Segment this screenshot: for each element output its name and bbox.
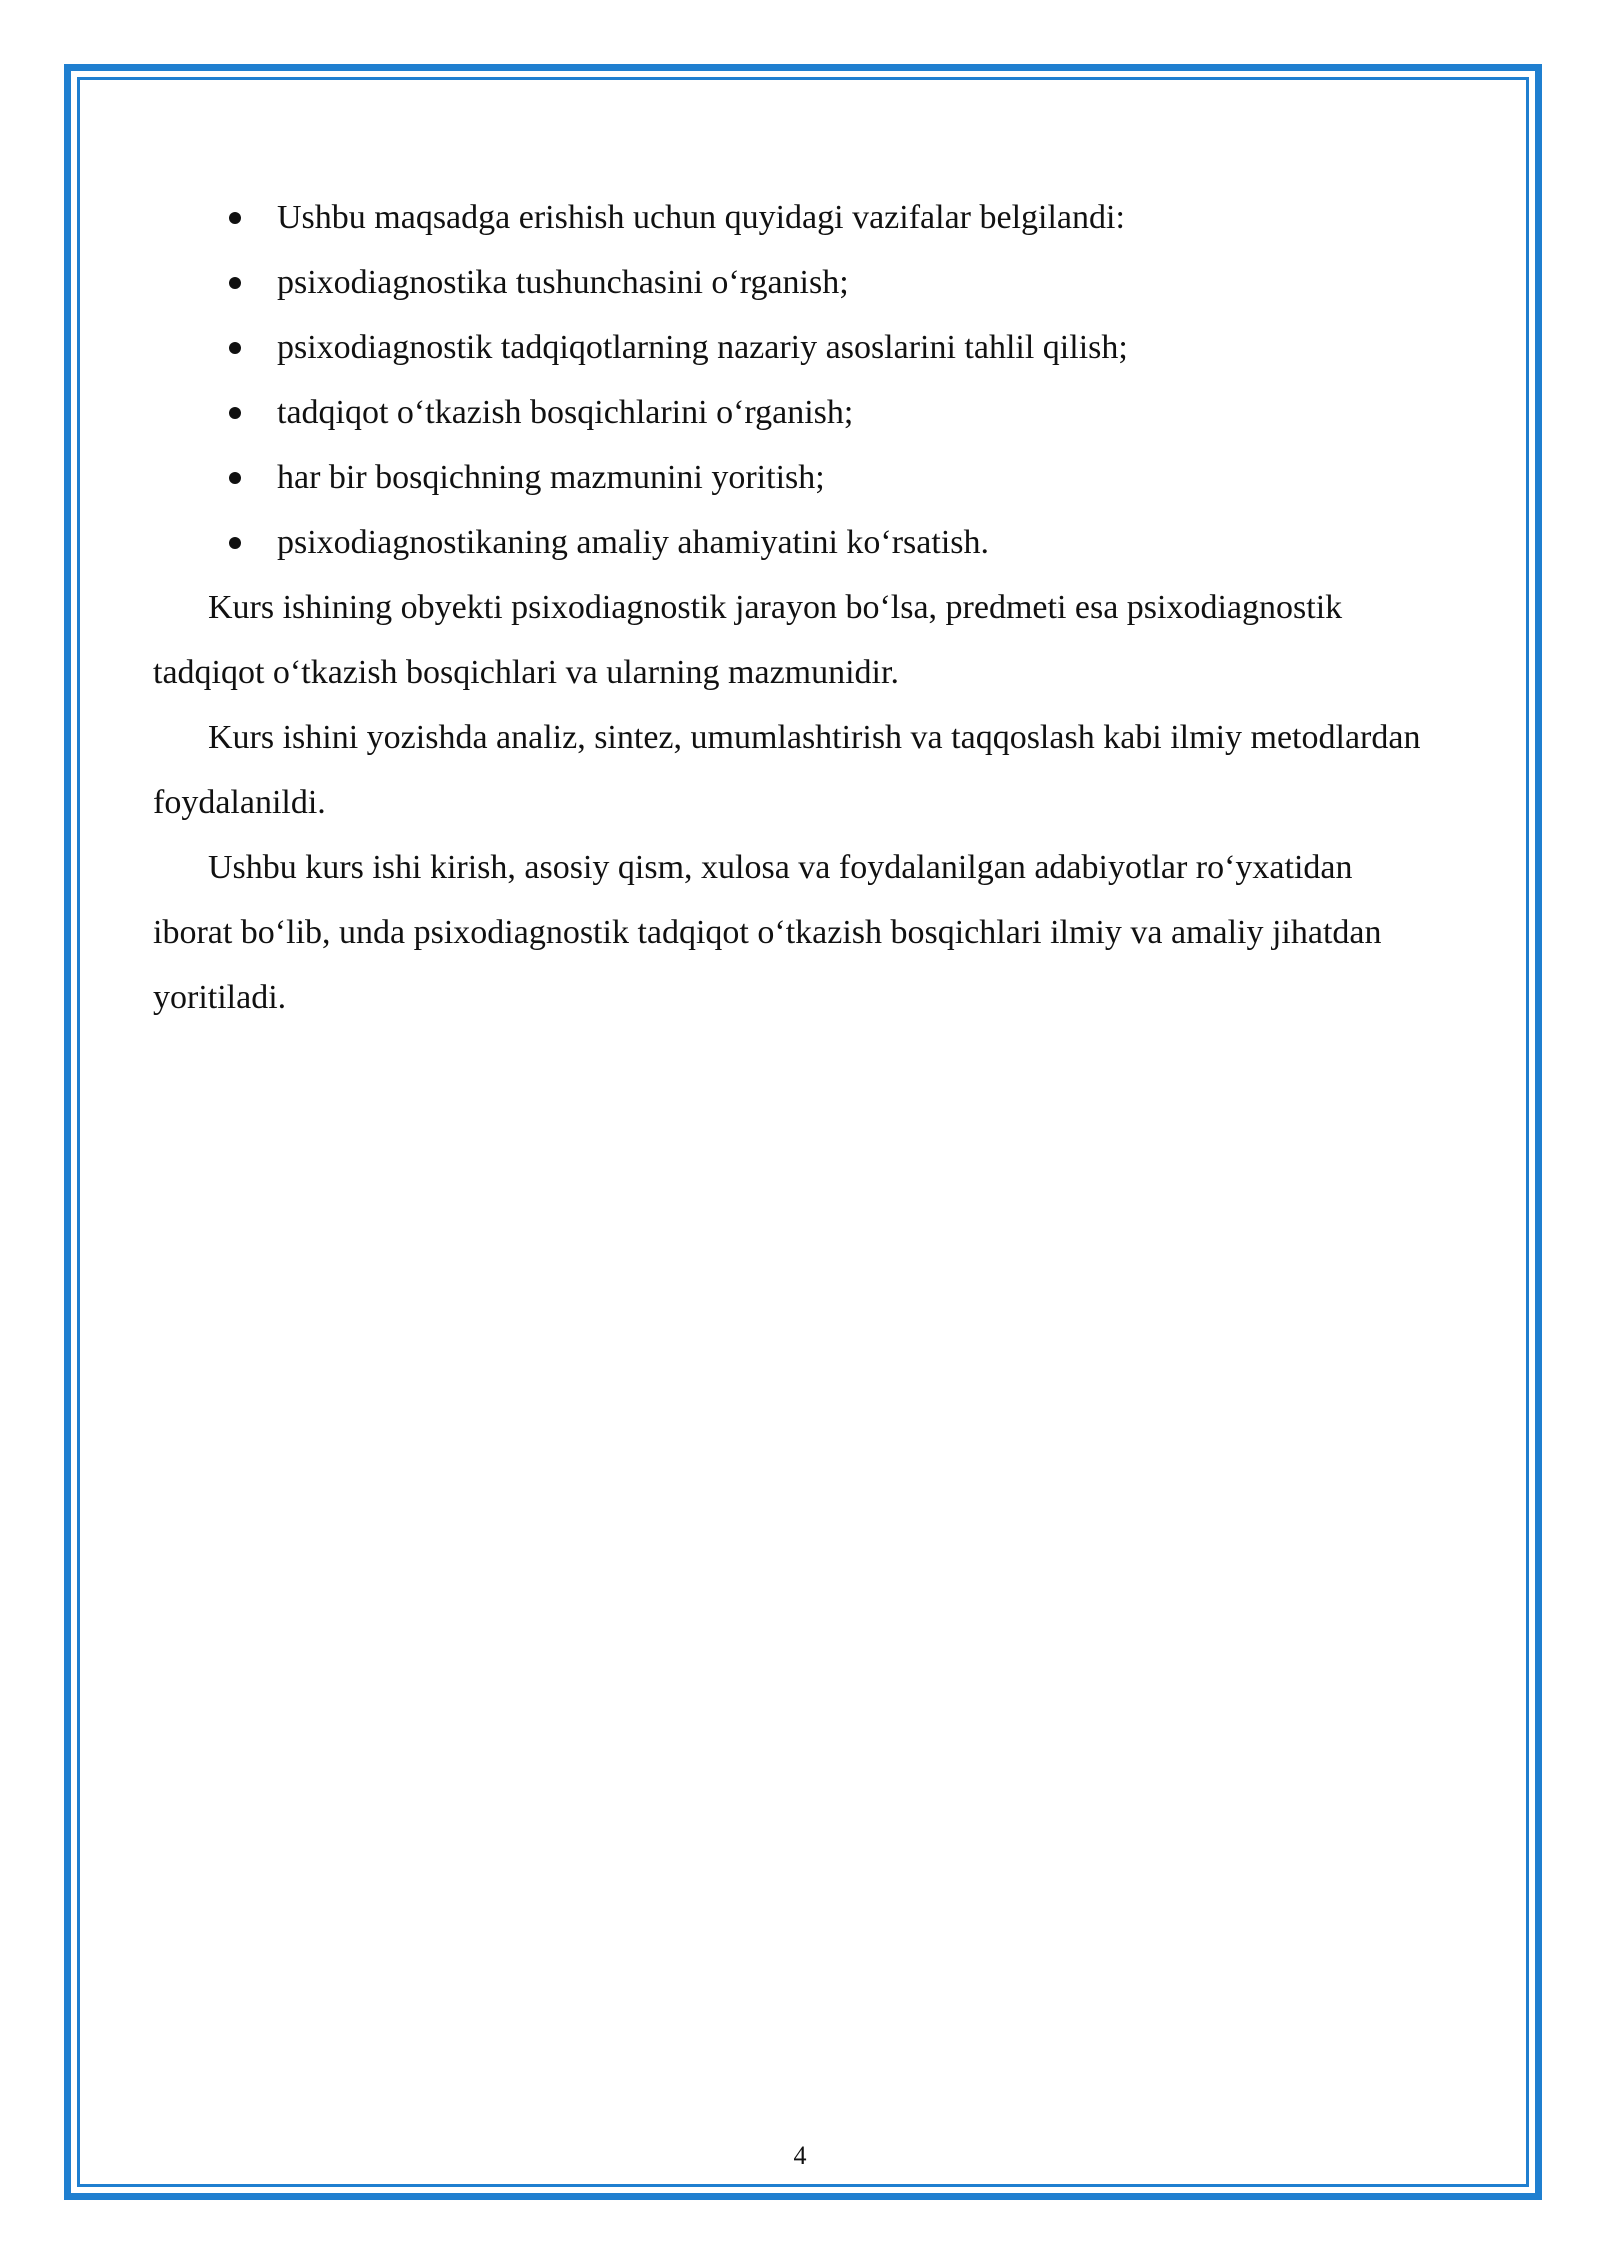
bullet-icon [229, 277, 241, 289]
paragraph-methods: Kurs ishini yozishda analiz, sintez, umumlashtirish va taqqoslash kabi ilmiy metodlardan foydalanildi. [153, 719, 1421, 821]
list-item [153, 315, 1433, 380]
list-item-text: Ushbu maqsadga erishish uchun quyidagi vazifalar belgilandi: [277, 199, 1125, 236]
paragraph-object-subject: Kurs ishining obyekti psixodiagnostik jarayon bo‘lsa, predmeti esa psixodiagnostik tadqiqot o‘tkazish bosqichlari va ularning mazmunidir. [153, 589, 1343, 691]
bullet-icon [229, 342, 241, 354]
bullet-icon [229, 407, 241, 419]
list-item-text: psixodiagnostika tushunchasini o‘rganish; [277, 264, 849, 301]
list-item-text: psixodiagnostikaning amaliy ahamiyatini ko‘rsatish. [277, 524, 989, 561]
list-item-text: har bir bosqichning mazmunini yoritish; [277, 459, 825, 496]
list-item [153, 185, 1433, 250]
list-item [153, 250, 1433, 315]
list-item [153, 380, 1433, 445]
list-item-text: tadqiqot o‘tkazish bosqichlarini o‘rganish; [277, 394, 854, 431]
list-item [153, 510, 1433, 575]
page-number: 4 [793, 2141, 807, 2170]
bullet-icon [229, 212, 241, 224]
paragraph-structure: Ushbu kurs ishi kirish, asosiy qism, xulosa va foydalanilgan adabiyotlar ro‘yxatidan iborat bo‘lib, unda psixodiagnostik tadqiqot o‘tkazish bosqichlari ilmiy va amaliy jihatdan yoritiladi. [153, 849, 1382, 1016]
task-list [153, 185, 1433, 575]
document-body [153, 185, 1433, 1030]
bullet-icon [229, 537, 241, 549]
bullet-icon [229, 472, 241, 484]
list-item-text: psixodiagnostik tadqiqotlarning nazariy asoslarini tahlil qilish; [277, 329, 1128, 366]
list-item [153, 445, 1433, 510]
